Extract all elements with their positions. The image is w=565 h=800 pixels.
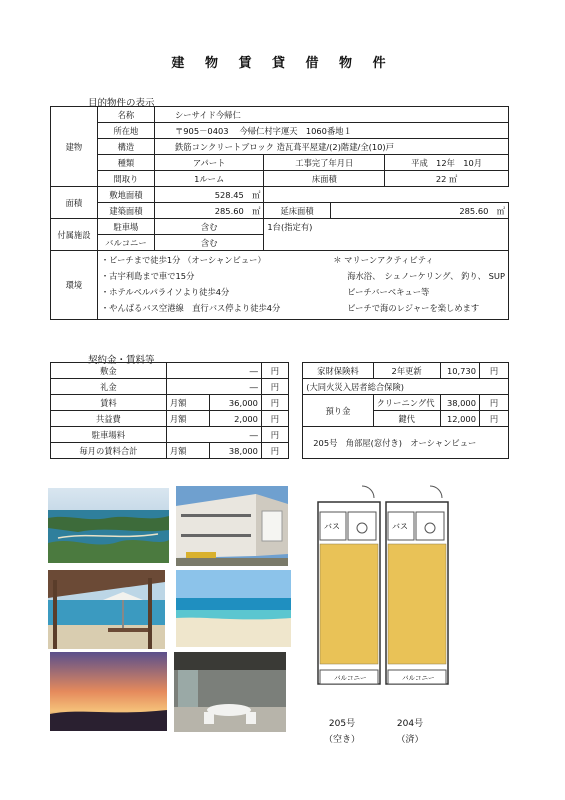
- section-fees-label: 契約金・賃料等: [88, 355, 155, 366]
- parking-fee-value: ―: [166, 427, 261, 443]
- parking-fee-label: 駐車場料: [51, 427, 167, 443]
- deposit-label: 敷金: [51, 363, 167, 379]
- aerial-bay-photo: [48, 488, 169, 563]
- yen-unit: 円: [261, 427, 288, 443]
- environment-item: ・やんばるバス空港線 直行バス停より徒歩4分: [100, 303, 281, 313]
- building-exterior-photo: [176, 486, 288, 566]
- floor-area-value: 22 ㎡: [385, 171, 509, 187]
- beach-photo: [176, 570, 291, 647]
- unit-204-status: （済）: [396, 735, 424, 745]
- yen-unit: 円: [479, 395, 508, 411]
- balcony-label: バルコニー: [402, 674, 435, 682]
- unit-204-number: 204号: [396, 719, 424, 729]
- custody-label: 預り金: [303, 395, 373, 427]
- parking-label: 駐車場: [97, 219, 154, 235]
- building-name: シーサイド今帰仁: [154, 107, 508, 123]
- unit-205-plan: [318, 486, 380, 684]
- yen-unit: 円: [261, 363, 288, 379]
- building-area-value: [154, 203, 263, 219]
- total-area-value: [330, 203, 508, 219]
- activity-item: ビーチで海のレジャーを楽しめます: [347, 303, 480, 313]
- area-label: 面積: [51, 187, 98, 219]
- environment-right: [330, 251, 508, 320]
- common-fee-label: 共益費: [51, 411, 167, 427]
- insurance-fee: 10,730: [440, 363, 479, 379]
- site-area-label: 敷地面積: [97, 187, 154, 203]
- unit-204-plan: [386, 486, 448, 684]
- site-area-value: [154, 187, 263, 203]
- bath-label: バス: [392, 522, 408, 531]
- total-rent-value: 38,000: [210, 443, 262, 459]
- key-fee-value: 12,000: [440, 411, 479, 427]
- yen-unit: 円: [261, 379, 288, 395]
- unit-205-number: 205号: [328, 719, 356, 729]
- activity-item: ビーチバーベキュー等: [347, 287, 430, 297]
- site-area-number: 528.45: [214, 189, 244, 200]
- property-table: [50, 106, 509, 320]
- environment-item: ・ホテルベルパライソより徒歩4分: [100, 287, 230, 297]
- key-fee-label: 鍵代: [373, 411, 440, 427]
- environment-item: ・ビーチまで徒歩1分 （オーシャンビュー）: [100, 255, 266, 265]
- monthly-label: 月額: [166, 443, 209, 459]
- building-area-number: 285.60: [214, 205, 244, 216]
- structure-value: 鉄筋コンクリートブロック 造瓦葺平屋建/(2)階建/全(10)戸: [154, 139, 508, 155]
- section-property-label: 目的物件の表示: [88, 98, 155, 109]
- insurance-company: (大同火災入居者総合保険): [303, 379, 509, 395]
- monthly-label: 月額: [166, 411, 209, 427]
- cleaning-label: クリーニング代: [373, 395, 440, 411]
- structure-label: 構造: [97, 139, 154, 155]
- insurance-label: 家財保険料: [303, 363, 373, 379]
- balcony-label: バルコニー: [97, 235, 154, 251]
- type-label: 種類: [97, 155, 154, 171]
- key-money-label: 礼金: [51, 379, 167, 395]
- completion-value: 平成 12年 10月: [385, 155, 509, 171]
- sunset-photo: [50, 652, 167, 731]
- building-area-unit: ㎡: [252, 205, 261, 216]
- yen-unit: 円: [261, 443, 288, 459]
- name-label: 名称: [97, 107, 154, 123]
- total-area-label: 延床面積: [264, 203, 330, 219]
- yen-unit: 円: [261, 411, 288, 427]
- bbq-patio-photo: [174, 652, 286, 732]
- floor-area-label: 床面積: [264, 171, 385, 187]
- site-area-unit: ㎡: [252, 189, 261, 200]
- environment-item: ・古宇利島まで車で15分: [100, 271, 195, 281]
- monthly-label: 月額: [166, 395, 209, 411]
- address-label: 所在地: [97, 123, 154, 139]
- unit-205-status: （空き）: [323, 735, 360, 745]
- completion-label: 工事完了年月日: [264, 155, 385, 171]
- address-value: 〒905－0403 今帰仁村字運天 1060番地１: [154, 123, 508, 139]
- key-money-value: ―: [166, 379, 261, 395]
- fees-gap: [288, 363, 302, 459]
- rent-label: 賃料: [51, 395, 167, 411]
- activity-item: 海水浴、 シュノーケリング、 釣り、 SUP: [347, 271, 505, 281]
- environment-left: [97, 251, 330, 320]
- total-area-unit: ㎡: [496, 205, 505, 216]
- insurance-term: 2年更新: [373, 363, 440, 379]
- total-area-number: 285.60: [459, 205, 489, 216]
- facilities-label: 付属施設: [51, 219, 98, 251]
- yen-unit: 円: [479, 363, 508, 379]
- total-rent-label: 毎月の賃料合計: [51, 443, 167, 459]
- room-note: 205号 角部屋(窓付き) オーシャンビュー: [303, 427, 509, 459]
- type-value: アパート: [154, 155, 263, 171]
- balcony-label: バルコニー: [334, 674, 367, 682]
- floor-plan: [312, 484, 457, 706]
- environment-label: 環境: [51, 251, 98, 320]
- parking-note: 1台(指定有): [264, 219, 509, 251]
- parking-value: 含む: [154, 219, 263, 235]
- layout-value: 1ルーム: [154, 171, 263, 187]
- rent-value: 36,000: [210, 395, 262, 411]
- deposit-value: ―: [166, 363, 261, 379]
- layout-label: 間取り: [97, 171, 154, 187]
- beach-deck-photo: [48, 570, 165, 649]
- balcony-value: 含む: [154, 235, 263, 251]
- cleaning-value: 38,000: [440, 395, 479, 411]
- fees-table: [50, 362, 509, 459]
- common-fee-value: 2,000: [210, 411, 262, 427]
- area-blank: [264, 187, 509, 203]
- document-title: 建 物 賃 貸 借 物 件: [171, 56, 394, 71]
- building-label: 建物: [51, 107, 98, 187]
- yen-unit: 円: [479, 411, 508, 427]
- bath-label: バス: [324, 522, 340, 531]
- activity-heading: ＊ マリーンアクティビティ: [333, 255, 434, 265]
- building-area-label: 建築面積: [97, 203, 154, 219]
- yen-unit: 円: [261, 395, 288, 411]
